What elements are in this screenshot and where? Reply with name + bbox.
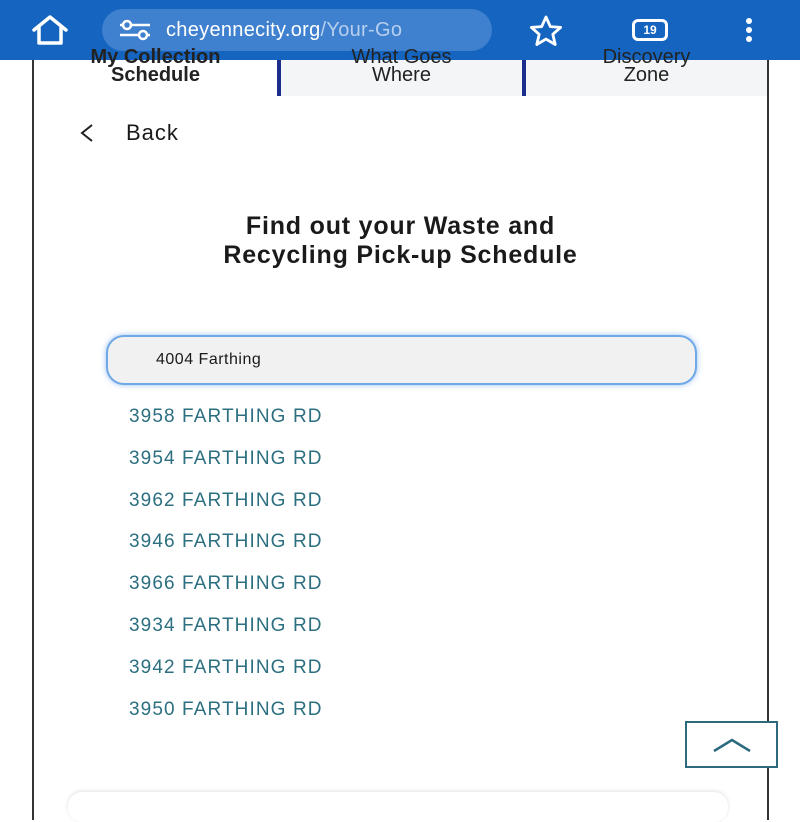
- bookmark-button[interactable]: [526, 13, 566, 49]
- more-vert-icon[interactable]: [736, 14, 762, 46]
- tab-label-line1: My Collection: [90, 46, 221, 68]
- tune-icon[interactable]: [118, 18, 152, 42]
- url-path: /Your-Go: [320, 18, 403, 41]
- url-host: cheyennecity.org: [166, 18, 321, 41]
- suggestion-item[interactable]: 3954 FARTHING RD: [129, 447, 323, 469]
- heading-line-1: Find out your Waste and: [245, 212, 556, 240]
- address-search-input[interactable]: [106, 335, 697, 385]
- chevron-left-icon: [78, 122, 100, 144]
- suggestion-item[interactable]: 3958 FARTHING RD: [129, 406, 323, 427]
- back-label: Back: [126, 120, 179, 145]
- heading-line-2: Recycling Pick-up Schedule: [223, 241, 578, 269]
- address-bar[interactable]: [102, 9, 492, 51]
- suggestion-item[interactable]: 3934 FARTHING RD: [129, 614, 323, 636]
- tab-count: 19: [632, 19, 668, 41]
- tab-label-line2: Where: [372, 64, 431, 86]
- back-link[interactable]: [78, 118, 179, 148]
- tab-label-line2: Zone: [623, 64, 670, 86]
- home-button[interactable]: [28, 12, 72, 48]
- url-text[interactable]: [166, 19, 402, 42]
- suggestion-item[interactable]: 3950 FARTHING RD: [129, 698, 323, 720]
- section-tabs: [34, 46, 767, 96]
- home-icon: [30, 14, 70, 46]
- suggestion-item[interactable]: 3942 FARTHING RD: [129, 656, 323, 678]
- bottom-card: [68, 792, 728, 822]
- tab-label-line2: Schedule: [111, 64, 200, 86]
- page-heading: [34, 212, 767, 270]
- page-content: [32, 46, 769, 820]
- star-icon: [528, 14, 564, 48]
- tab-label-line1: Discovery: [602, 46, 691, 68]
- suggestion-item[interactable]: 3966 FARTHING RD: [129, 573, 323, 595]
- tab-my-collection-schedule[interactable]: [34, 46, 277, 96]
- chevron-up-icon: [711, 736, 753, 754]
- tab-what-goes-where[interactable]: [277, 46, 522, 96]
- suggestion-item[interactable]: 3946 FARTHING RD: [129, 531, 323, 553]
- suggestion-item[interactable]: 3962 FARTHING RD: [129, 489, 323, 511]
- back-to-top-button[interactable]: [685, 721, 778, 768]
- tab-label-line1: What Goes: [351, 46, 452, 68]
- tab-switcher-button[interactable]: [630, 17, 670, 43]
- address-suggestions: [129, 396, 323, 730]
- tab-discovery-zone[interactable]: [522, 46, 767, 96]
